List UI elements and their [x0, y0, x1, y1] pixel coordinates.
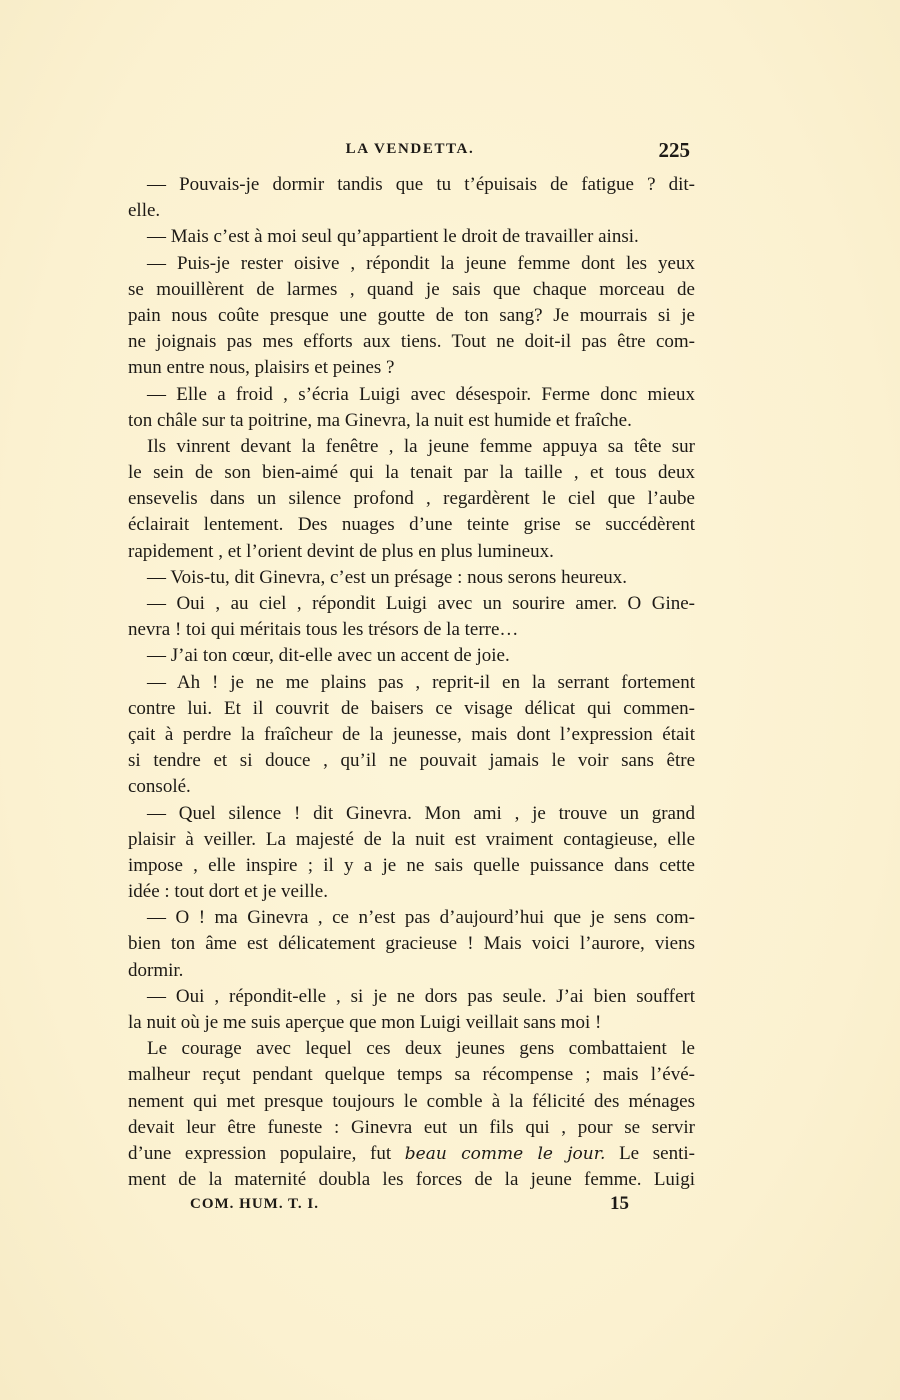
text-line: — Vois-tu, dit Ginevra, c’est un présage : nous serons heureux. — [147, 566, 628, 588]
signature-number: 15 — [610, 1193, 629, 1214]
text-line: se mouillèrent de larmes , quand je sais que chaque morceau de — [128, 278, 695, 300]
text-line: Ils vinrent devant la fenêtre , la jeune femme appuya sa tête sur — [147, 435, 695, 457]
italic-phrase: beau comme le jour. — [404, 1143, 606, 1164]
text-line: le sein de son bien-aimé qui la tenait par la taille , et tous deux — [128, 462, 695, 484]
text-line: bien ton âme est délicatement gracieuse ! Mais voici l’aurore, viens — [128, 933, 695, 955]
text-line: nevra ! toi qui méritais tous les trésors de la terre… — [128, 619, 519, 641]
text-line: — O ! ma Ginevra , ce n’est pas d’aujourd’hui que je sens com- — [147, 907, 695, 929]
text-line: malheur reçut pendant quelque temps sa récompense ; mais l’évé- — [128, 1064, 695, 1086]
text-line: ment de la maternité doubla les forces de la jeune femme. Luigi — [128, 1169, 695, 1191]
text-line: la nuit où je me suis aperçue que mon Luigi veillait sans moi ! — [128, 1012, 602, 1033]
signature-mark: COM. HUM. T. I. — [190, 1196, 320, 1212]
text-line: — Oui , répondit-elle , si je ne dors pas seule. J’ai bien souffert — [147, 985, 695, 1007]
text-line: impose , elle inspire ; il y a je ne sais quelle puissance dans cette — [128, 854, 695, 876]
text-line: pain nous coûte presque une goutte de ton sang? Je mourrais si je — [128, 304, 695, 326]
text-line: — Pouvais-je dormir tandis que tu t’épuisais de fatigue ? dit- — [147, 174, 695, 195]
text-line: nement qui met presque toujours le comble à la félicité des ménages — [128, 1090, 695, 1112]
text-segment: Le senti- — [605, 1142, 695, 1164]
text-line: — J’ai ton cœur, dit-elle avec un accent de joie. — [147, 645, 510, 667]
text-line: idée : tout dort et je veille. — [128, 881, 328, 903]
text-line: — Elle a froid , s’écria Luigi avec désespoir. Ferme donc mieux — [147, 383, 695, 405]
text-line — [128, 1141, 695, 1167]
text-line: Le courage avec lequel ces deux jeunes gens combattaient le — [147, 1038, 695, 1060]
text-line: ton châle sur ta poitrine, ma Ginevra, la nuit est humide et fraîche. — [128, 409, 632, 431]
text-line: éclairait lentement. Des nuages d’une teinte grise se succédèrent — [128, 514, 695, 536]
text-line: ne joignais pas mes efforts aux tiens. Tout ne doit-il pas être com- — [128, 331, 695, 353]
text-line: plaisir à veiller. La majesté de la nuit est vraiment contagieuse, elle — [128, 828, 695, 850]
text-line: ensevelis dans un silence profond , regardèrent le ciel que l’aube — [128, 488, 695, 510]
running-title: LA VENDETTA. — [345, 141, 475, 157]
text-line: çait à perdre la fraîcheur de la jeunesse, mais dont l’expression était — [128, 723, 695, 745]
text-line: — Ah ! je ne me plains pas , reprit-il en la serrant fortement — [147, 671, 695, 693]
body-text — [128, 172, 695, 1193]
text-line: — Mais c’est à moi seul qu’appartient le droit de travailler ainsi. — [147, 226, 639, 248]
text-segment: d’une expression populaire, fut — [128, 1142, 405, 1164]
page-number: 225 — [658, 138, 690, 162]
text-line: — Puis-je rester oisive , répondit la jeune femme dont les yeux — [147, 252, 695, 274]
text-line: si tendre et si douce , qu’il ne pouvait jamais le voir sans être — [128, 750, 695, 772]
text-line: consolé. — [128, 776, 191, 798]
text-line: devait leur être funeste : Ginevra eut un fils qui , pour se servir — [128, 1116, 695, 1138]
text-line: dormir. — [128, 959, 184, 981]
text-line: rapidement , et l’orient devint de plus en plus lumineux. — [128, 540, 554, 562]
text-line: elle. — [128, 200, 161, 222]
text-line: — Quel silence ! dit Ginevra. Mon ami , je trouve un grand — [147, 802, 695, 824]
text-line: mun entre nous, plaisirs et peines ? — [128, 357, 395, 379]
text-line: — Oui , au ciel , répondit Luigi avec un sourire amer. O Gine- — [147, 593, 695, 614]
text-line: contre lui. Et il couvrit de baisers ce visage délicat qui commen- — [128, 697, 695, 719]
